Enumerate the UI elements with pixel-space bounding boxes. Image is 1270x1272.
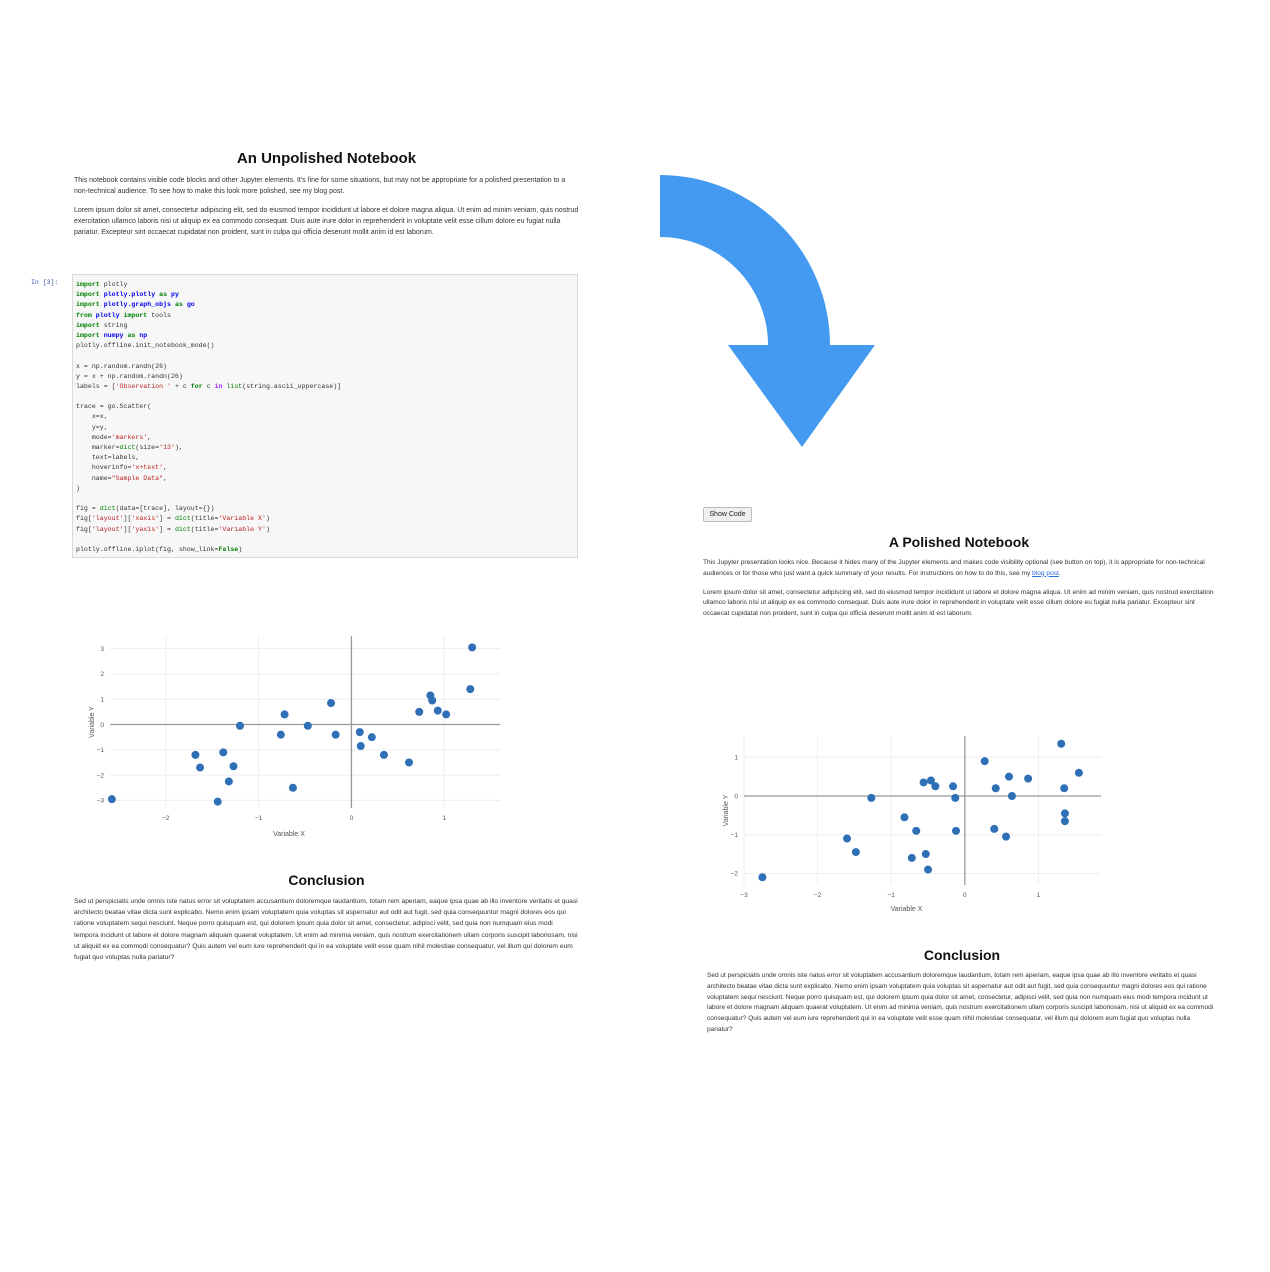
code-token: ][	[123, 525, 132, 533]
code-token: plotly.graph_objs	[99, 301, 171, 309]
polished-lorem-paragraph: Lorem ipsum dolor sit amet, consectetur adipiscing elit, sed do eiusmod tempor incididunt ut labore et dolore magna aliqua. Ut enim ad minim veniam, quis nostrud exercitation ullamco laboris nisi ut aliquip ex ea commodo consequat. Duis aute irure dolor in reprehenderit in voluptate velit esse cillum dolore eu fugiat nulla pariatur. Excepteur sint occaecat cupidatat non proident, sunt in culpa qui officia deserunt mollit anim id est laborum.	[703, 588, 1214, 618]
code-token: dict	[99, 505, 116, 513]
code-line	[76, 341, 574, 351]
data-point	[867, 794, 875, 802]
code-line	[76, 402, 574, 412]
data-point	[843, 835, 851, 843]
polished-notebook	[703, 534, 1215, 620]
data-point	[214, 798, 222, 806]
x-tick-label: 1	[442, 815, 447, 822]
y-axis-title: Variable Y	[89, 706, 96, 738]
code-line	[76, 331, 574, 341]
code-token: tools	[147, 311, 171, 319]
code-token: dict	[174, 525, 191, 533]
code-line	[76, 423, 574, 433]
data-point	[219, 748, 227, 756]
code-token: list	[226, 382, 243, 390]
data-point	[225, 777, 233, 785]
code-line	[76, 484, 574, 494]
code-token: (title=	[190, 525, 219, 533]
y-tick-label: −3	[96, 797, 104, 805]
data-point	[357, 742, 365, 750]
code-line	[76, 525, 574, 535]
data-point	[434, 707, 442, 715]
data-point	[1008, 792, 1016, 800]
data-point	[931, 782, 939, 790]
code-line	[76, 453, 574, 463]
code-line	[76, 300, 574, 310]
data-point	[990, 825, 998, 833]
code-line-blank	[76, 494, 574, 504]
code-token: 'x+text'	[131, 464, 164, 472]
code-token: ] =	[159, 515, 175, 523]
code-token: False	[218, 545, 239, 553]
code-token: ] =	[159, 525, 175, 533]
code-token: from	[76, 311, 92, 319]
data-point	[981, 757, 989, 765]
code-line	[76, 433, 574, 443]
data-point	[1024, 775, 1032, 783]
code-line	[76, 504, 574, 514]
code-token: (title=	[190, 515, 219, 523]
data-point	[332, 731, 340, 739]
data-point	[442, 710, 450, 718]
blog-post-link[interactable]: blog post	[1032, 569, 1059, 577]
code-token: (string.ascii_uppercase)]	[242, 382, 342, 390]
polished-conclusion	[707, 947, 1217, 1036]
y-axis-title: Variable Y	[723, 794, 730, 827]
code-token: name=	[76, 474, 112, 482]
x-tick-label: 1	[1036, 892, 1041, 899]
unpolished-intro-paragraph: This notebook contains visible code blocks and other Jupyter elements. It's fine for some situations, but may not be appropriate for a polished presentation to a non-technical audience. To see how to make this look more polished, see my blog post.	[74, 177, 566, 195]
data-point	[1002, 833, 1010, 841]
code-token: as	[123, 331, 136, 339]
code-token: ),	[174, 444, 183, 451]
unpolished-lorem-paragraph: Lorem ipsum dolor sit amet, consectetur adipiscing elit, sed do eiusmod tempor incididunt ut labore et dolore magna aliqua. Ut enim ad minim veniam, quis nostrud exercitation ullamco laboris nisi ut aliquip ex ea commodo consequat. Duis aute irure dolor in reprehenderit in voluptate velit esse cillum dolore eu fugiat nulla pariatur. Excepteur sint occaecat cupidatat non proident, sunt in culpa qui officia deserunt mollit anim id est laborum.	[74, 207, 579, 236]
code-token: ,	[147, 433, 152, 441]
code-token: as	[170, 301, 183, 309]
code-token: ][	[123, 515, 132, 523]
arrow-shape	[660, 175, 875, 447]
data-point	[1057, 740, 1065, 748]
code-token: c	[202, 382, 215, 390]
code-line	[76, 382, 574, 392]
code-line	[76, 362, 574, 372]
code-token: fig[	[76, 515, 92, 523]
data-point	[952, 827, 960, 835]
data-point	[304, 722, 312, 730]
data-point	[852, 848, 860, 856]
y-tick-label: 0	[100, 721, 104, 729]
code-line	[76, 280, 574, 290]
code-token: plotly.offline.iplot(fig, show_link=	[76, 545, 219, 553]
data-point	[405, 758, 413, 766]
code-token: import	[76, 291, 100, 299]
data-point	[900, 813, 908, 821]
code-token: y=y,	[76, 423, 108, 431]
code-line	[76, 412, 574, 422]
unpolished-notebook	[74, 145, 579, 238]
x-tick-label: −3	[740, 892, 748, 899]
code-token: trace = go.Scatter(	[76, 403, 152, 411]
code-token: labels = [	[76, 382, 116, 390]
code-token: 'Variable Y'	[218, 525, 266, 533]
code-token: )	[238, 545, 243, 553]
code-token: plotly	[91, 311, 120, 319]
y-tick-label: −1	[730, 831, 738, 839]
x-tick-label: 0	[349, 815, 354, 822]
code-token: plotly.plotly	[99, 291, 156, 299]
code-token: x = np.random.randn(26)	[76, 362, 168, 370]
code-token: string	[99, 321, 128, 329]
data-point	[380, 751, 388, 759]
data-point	[924, 866, 932, 874]
code-token: in	[214, 382, 223, 390]
x-axis-title: Variable X	[890, 906, 923, 913]
y-tick-label: 2	[100, 671, 104, 679]
data-point	[415, 708, 423, 716]
data-point	[281, 710, 289, 718]
data-point	[1005, 773, 1013, 781]
code-token: (size=	[135, 444, 160, 451]
unpolished-conclusion	[74, 872, 579, 963]
code-token: import	[76, 321, 100, 329]
y-tick-label: 1	[734, 754, 738, 762]
x-tick-label: −1	[254, 815, 263, 822]
code-token: )	[265, 515, 270, 523]
unpolished-scatter-chart[interactable]	[86, 632, 506, 842]
code-token: hoverinfo=	[76, 464, 132, 472]
code-token: 'Variable X'	[218, 515, 266, 523]
data-point	[356, 728, 364, 736]
x-axis-title: Variable X	[273, 831, 305, 838]
code-token: import	[76, 331, 100, 339]
code-token: 'yaxis'	[131, 525, 160, 533]
data-point	[191, 751, 199, 759]
code-line-blank	[76, 392, 574, 402]
code-line	[76, 311, 574, 321]
polished-scatter-chart[interactable]	[722, 732, 1107, 917]
code-token: "Sample Data"	[111, 474, 164, 482]
data-point	[236, 722, 244, 730]
cell-prompt: In [3]:	[31, 279, 59, 286]
code-token: 'layout'	[91, 525, 124, 533]
data-point	[912, 827, 920, 835]
code-line	[76, 474, 574, 484]
code-token: )	[265, 525, 270, 533]
code-line-blank	[76, 351, 574, 361]
conclusion-paragraph: Sed ut perspiciatis unde omnis iste natus error sit voluptatem accusantium doloremque laudantium, totam rem aperiam, eaque ipsa quae ab illo inventore veritatis et quasi architecto beatae vitae dicta sunt explicabo. Nemo enim ipsam voluptatem quia voluptas sit aspernatur aut odit aut fugit, sed quia consequuntur magni dolores eos qui ratione voluptatem sequi nesciunt. Neque porro quisquam est, qui dolorem ipsum quia dolor sit amet, consectetur, adipisci velit, sed quia non numquam eius modi tempora incidunt ut labore et dolore magnam aliquam quaerat voluptatem. Ut enim ad minima veniam, quis nostrum exercitationem ullam corporis suscipit laboriosam, nisi ut aliquid ex ea commodi consequatur? Quis autem vel eum iure reprehenderit qui in ea voluptate velit esse quam nihil molestiae consequatur, vel illum qui dolorem eum fugiat quo voluptas nulla pariatur?	[707, 972, 1214, 1033]
code-token: fig[	[76, 525, 92, 533]
code-token: import	[76, 281, 100, 288]
intro-text: This Jupyter presentation looks nice. Because it hides many of the Jupyter elements and makes code visibility optional (see button on top), it is appropriate for non-technical audiences or for those who just want a quick summary of your results. For instructions on how to do this, see my	[703, 559, 1205, 577]
y-tick-label: −2	[730, 870, 738, 878]
data-point	[108, 795, 116, 803]
data-point	[277, 731, 285, 739]
code-token: as	[155, 291, 168, 299]
code-line	[76, 372, 574, 382]
x-tick-label: 0	[963, 892, 967, 899]
code-token: )	[76, 484, 80, 492]
y-tick-label: −1	[96, 747, 104, 755]
code-cell[interactable]	[72, 274, 578, 558]
data-point	[951, 794, 959, 802]
data-point	[1060, 784, 1068, 792]
code-token: mode=	[76, 433, 112, 441]
code-token: import	[119, 311, 148, 319]
code-token: (data=[trace], layout={})	[115, 505, 215, 513]
polished-notebook-title: A Polished Notebook	[888, 534, 1030, 550]
code-token: dict	[119, 444, 136, 451]
code-token: numpy	[99, 331, 124, 339]
code-token: plotly.offline.init_notebook_mode()	[76, 342, 215, 350]
y-tick-label: 3	[100, 645, 104, 653]
code-token: + c	[170, 382, 191, 390]
polished-intro-paragraph	[703, 558, 1215, 580]
data-point	[1061, 817, 1069, 825]
code-line	[76, 514, 574, 524]
scatter-plot-svg	[86, 632, 506, 842]
show-code-button[interactable]: Show Code	[703, 507, 752, 522]
data-point	[368, 733, 376, 741]
x-tick-label: −2	[162, 815, 170, 822]
code-line	[76, 321, 574, 331]
data-point	[758, 873, 766, 881]
y-tick-label: 0	[734, 793, 738, 801]
code-token: ,	[163, 474, 168, 482]
code-token: fig =	[76, 505, 100, 513]
x-tick-label: −1	[887, 892, 895, 899]
code-line	[76, 463, 574, 473]
code-token: x=x,	[76, 413, 108, 421]
code-token: 'xaxis'	[131, 515, 160, 523]
code-token: 'layout'	[91, 515, 124, 523]
data-point	[922, 850, 930, 858]
conclusion-heading: Conclusion	[288, 872, 365, 888]
code-token: go	[182, 301, 195, 309]
data-point	[992, 784, 1000, 792]
y-tick-label: −2	[96, 772, 104, 780]
code-token: 'markers'	[111, 433, 148, 441]
code-token: dict	[174, 515, 191, 523]
code-token: for	[190, 382, 203, 390]
data-point	[230, 762, 238, 770]
code-token: plotly	[99, 281, 128, 288]
data-point	[327, 699, 335, 707]
data-point	[466, 685, 474, 693]
y-tick-label: 1	[100, 696, 104, 704]
data-point	[289, 784, 297, 792]
code-token: py	[167, 291, 179, 299]
conclusion-paragraph: Sed ut perspiciatis unde omnis iste natus error sit voluptatem accusantium doloremque laudantium, totam rem aperiam, eaque ipsa quae ab illo inventore veritatis et quasi architecto beatae vitae dicta sunt explicabo. Nemo enim ipsam voluptatem quia voluptas sit aspernatur aut odit aut fugit, sed quia consequuntur magni dolores eos qui ratione voluptatem sequi nesciunt. Neque porro quisquam est, qui dolorem ipsum quia dolor sit amet, consectetur, adipisci velit, sed quia non numquam eius modi tempora incidunt ut labore et dolore magnam aliquam quaerat voluptatem. Ut enim ad minima veniam, quis nostrum exercitationem ullam corporis suscipit laboriosam, nisi ut aliquid ex ea commodi consequatur? Quis autem vel eum iure reprehenderit qui in ea voluptate velit esse quam nihil molestiae consequatur, vel illum qui dolorem eum fugiat quo voluptas nulla pariatur?	[74, 898, 578, 962]
data-point	[468, 643, 476, 651]
data-point	[428, 697, 436, 705]
intro-text-end: .	[1058, 569, 1061, 577]
code-token: y = x + np.random.randn(26)	[76, 372, 183, 380]
code-line	[76, 290, 574, 300]
data-point	[908, 854, 916, 862]
data-point	[1075, 769, 1083, 777]
code-token: import	[76, 301, 100, 309]
scatter-plot-svg	[722, 732, 1107, 917]
conclusion-heading: Conclusion	[923, 947, 1001, 963]
code-token: np	[135, 331, 148, 339]
data-point	[196, 764, 204, 772]
data-point	[920, 778, 928, 786]
code-token: ,	[163, 464, 168, 472]
code-token: marker=	[76, 444, 120, 451]
unpolished-notebook-title: An Unpolished Notebook	[236, 150, 417, 167]
data-point	[949, 782, 957, 790]
code-token: 'Observation '	[115, 382, 171, 390]
x-tick-label: −2	[813, 892, 822, 899]
code-line	[76, 443, 574, 453]
code-token: text=labels,	[76, 454, 140, 462]
curved-arrow-icon	[655, 170, 885, 460]
code-line-blank	[76, 535, 574, 545]
code-line	[76, 545, 574, 555]
data-point	[1061, 809, 1069, 817]
code-token: '13'	[159, 444, 175, 451]
